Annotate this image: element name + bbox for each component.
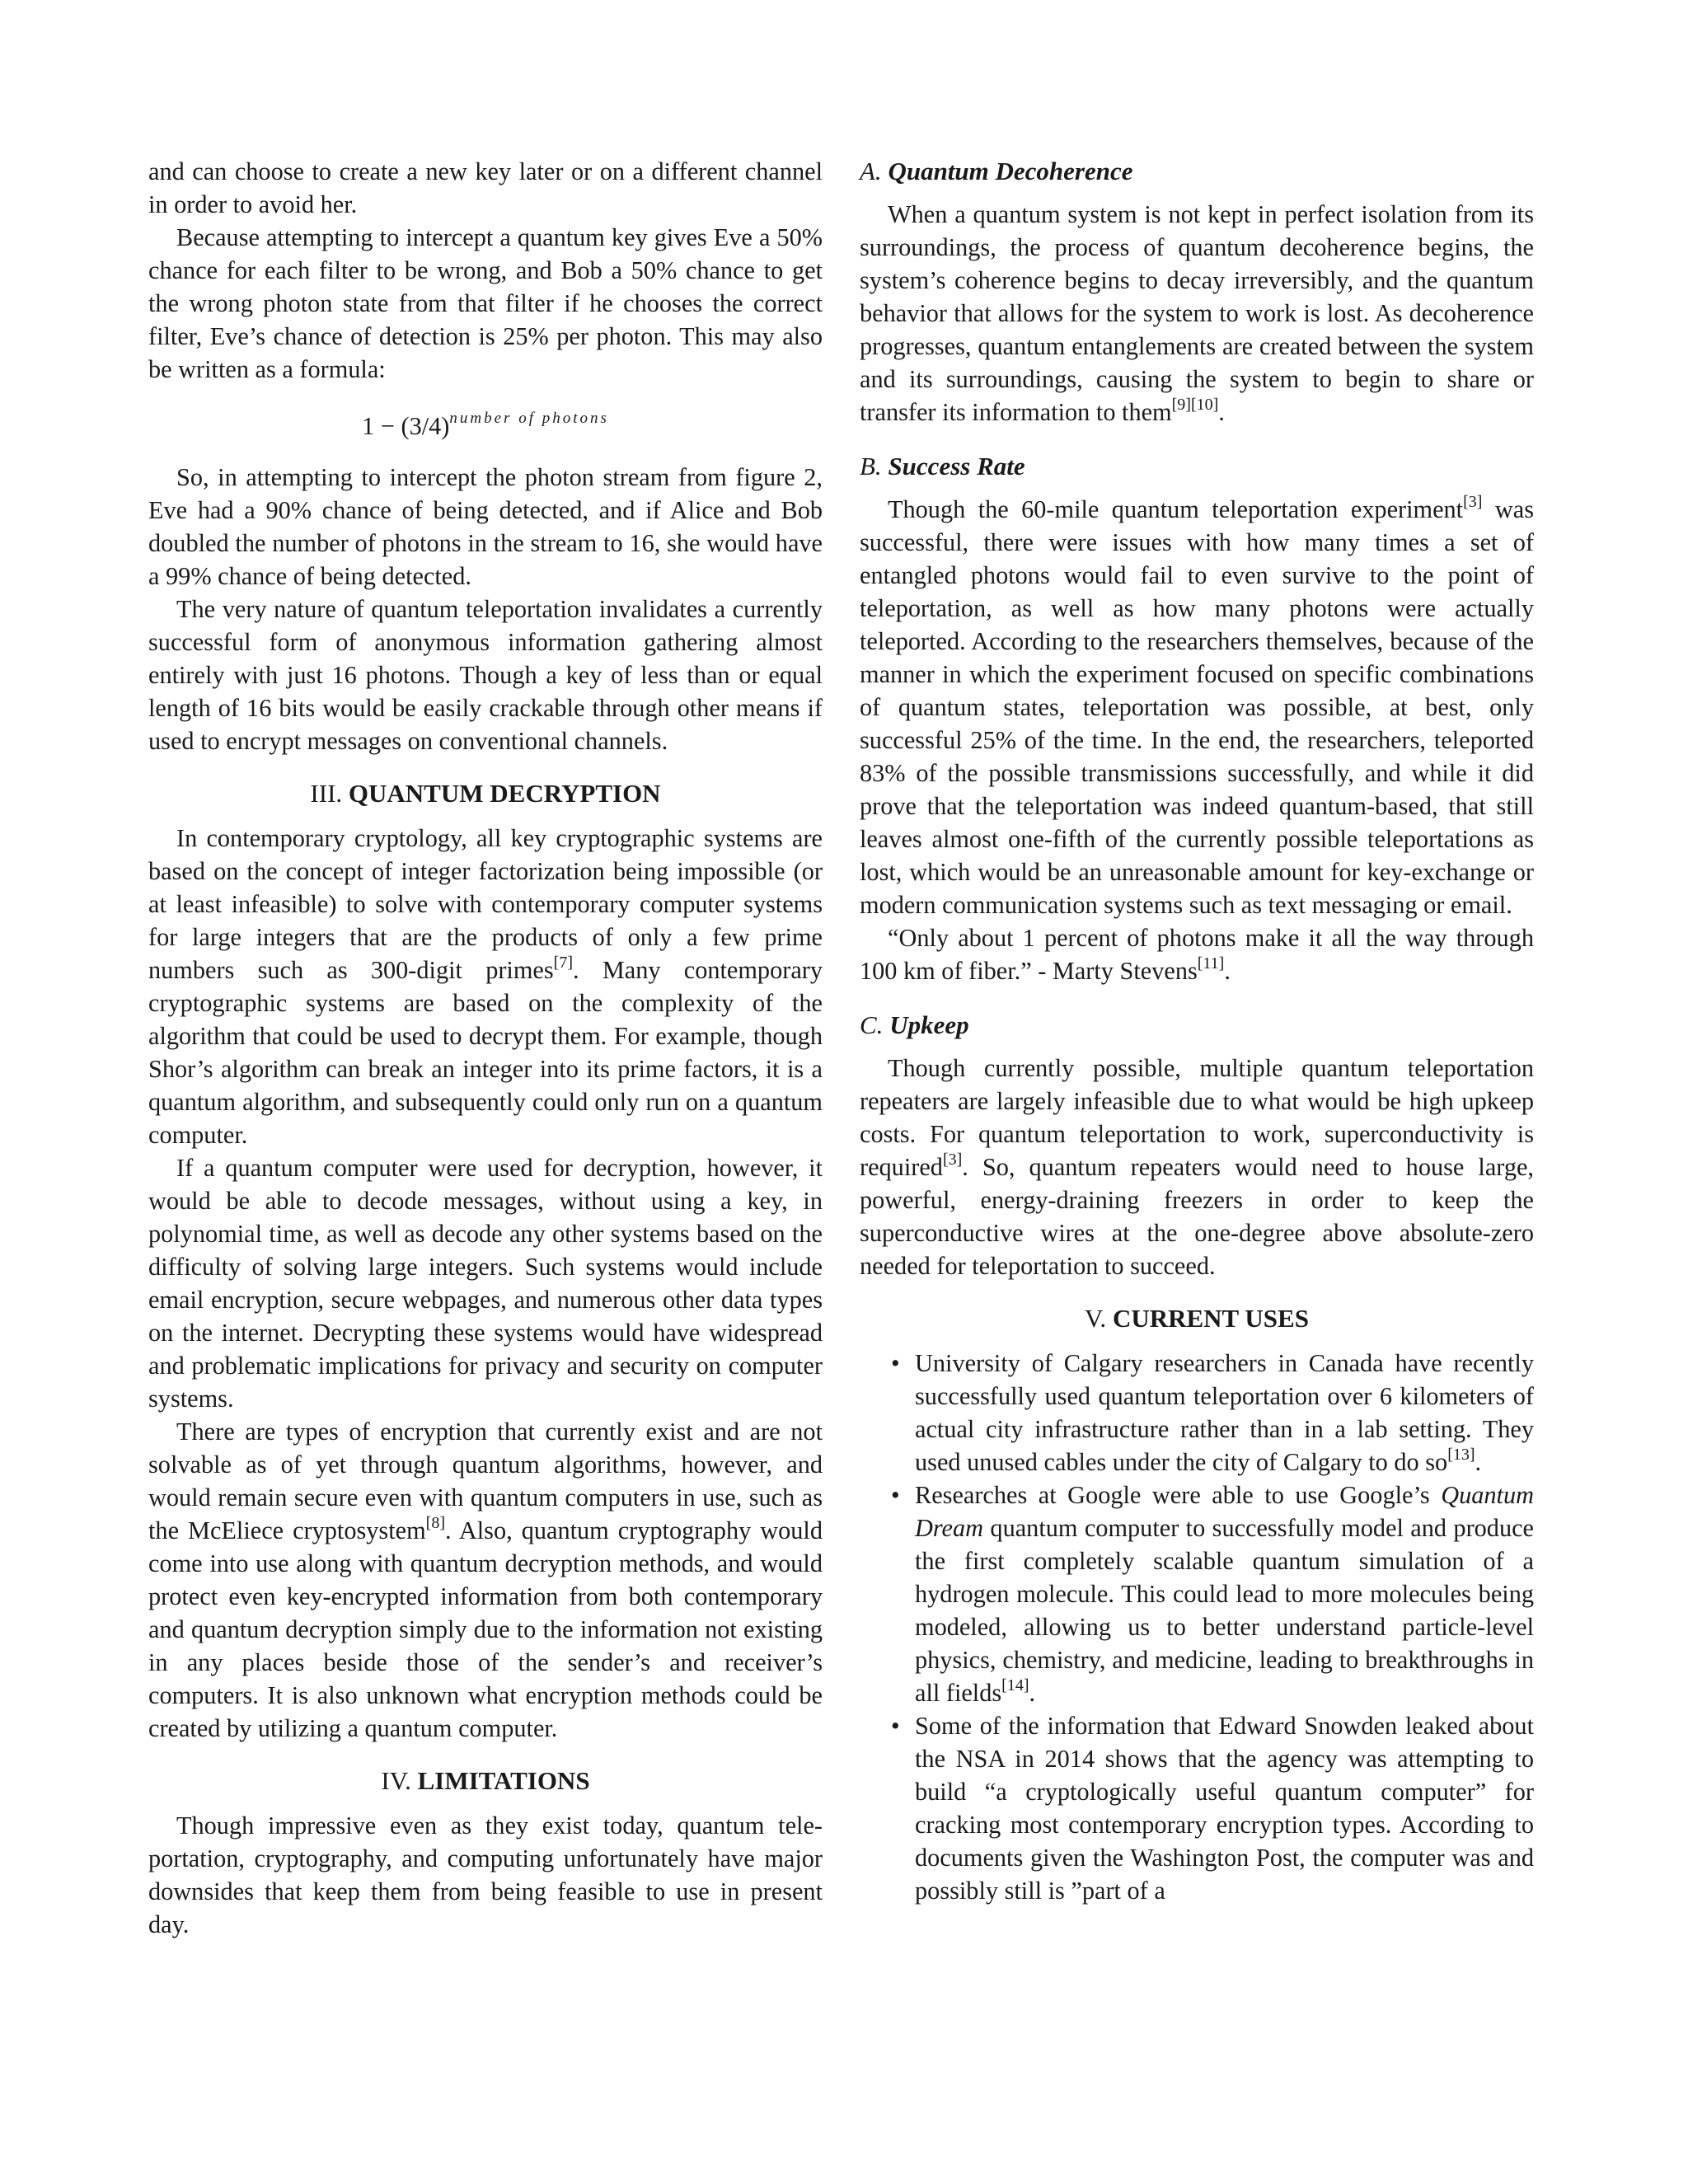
paragraph-success-rate: Though the 60-mile quantum teleportation experiment[3] was successful, there were issues with how many times a set of entangled photons would fail to even survive to the point of teleportation, as well as how many photons were actually teleported. According to the researchers themselves, because of the manner in which the experiment focused on specific combinations of quantum states, teleportation was possible, at best, only successful 25% of the time. In the end, the researchers, teleported 83% of the possible transmissions successfully, and while it did prove that the teleportation was indeed quantum-based, that still leaves almost one-fifth of the currently possible teleportations as lost, which would be an unreasonable amount for key-exchange or modern communication systems such as text messaging or email. bbox=[860, 493, 1534, 919]
paragraph-encryption-types: There are types of encryption that currently exist and are not solvable as of yet through quantum algorithms, however, and would remain secure even with quantum computers in use, such as the McEliece cryptosystem[8]. Also, quantum cryptography would come into use along with quantum decryption methods, and would protect even key-encrypted information from both contemporary and quantum decryption simply due to the information not existing in any places beside those of the sender’s and receiver’s computers. It is also unknown what encryption methods could be created by utilizing a quantum computer. bbox=[148, 1418, 823, 1742]
paragraph-decoherence: When a quantum system is not kept in perfect isolation from its surroundings, the process of quantum decoherence begins, the system’s coherence begins to decay irreversibly, and the quantum behavior that allows for the system to work is lost. As decoherence progresses, quantum entanglements are created between the system and its surroundings, causing the system to begin to share or transfer its information to them[9][10]. bbox=[860, 200, 1534, 426]
section-number: V. bbox=[1085, 1304, 1107, 1333]
subsection-letter: C. bbox=[860, 1010, 884, 1039]
formula-base: 1 − (3/4) bbox=[362, 412, 450, 440]
subsection-heading-upkeep bbox=[860, 1009, 1534, 1042]
list-item: • Researches at Google were able to use Google’s Quantum Dream quantum computer to successfully model and produce the first completely scalable quantum simulation of a hydrogen molecule. This could lead to more molecules being modeled, allowing us to better understand particle-level physics, chemistry, and medicine, leading to breakthroughs in all fields[14]. bbox=[860, 1479, 1534, 1709]
bullet-icon: • bbox=[891, 1481, 900, 1509]
section-title: LIMITATIONS bbox=[417, 1766, 590, 1795]
paragraph-quote: “Only about 1 percent of photons make it all the way through 100 km of fiber.” - Marty Stevens[11]. bbox=[860, 924, 1534, 985]
subsection-title: Success Rate bbox=[888, 452, 1025, 480]
current-uses-list bbox=[860, 1347, 1534, 1907]
citation: [7] bbox=[553, 954, 573, 972]
citation: [9][10] bbox=[1171, 396, 1219, 414]
subsection-heading-decoherence bbox=[860, 155, 1534, 188]
subsection-heading-success-rate bbox=[860, 450, 1534, 483]
list-item: • Some of the information that Edward Snowden leaked about the NSA in 2014 shows that the agency was attempting to build “a cryptologically useful quantum computer” for cracking most contemporary encryption types. According to documents given the Washington Post, the computer was and possibly still is ”part of a bbox=[860, 1709, 1534, 1907]
paragraph-intercept: So, in attempting to intercept the photon stream from figure 2, Eve had a 90% chance of being detected, and if Alice and Bob doubled the number of photons in the stream to 16, she would have a 99% chance of being detected. bbox=[148, 463, 823, 590]
bullet-icon: • bbox=[891, 1712, 900, 1740]
citation: [3] bbox=[942, 1151, 963, 1169]
paragraph-cryptology: In contemporary cryptology, all key cryptographic systems are based on the concept of integer factorization being impossible (or at least infeasible) to solve with contemporary computer systems for large integers that are the products of only a few prime numbers such as 300-digit primes[7]. Many contemporary cryptographic systems are based on the complexity of the algorithm that could be used to decrypt them. For example, though Shor’s algorithm can break an integer into its prime factors, it is a quantum algorithm, and subsequently could only run on a quantum computer. bbox=[148, 824, 823, 1149]
section-number: IV. bbox=[381, 1766, 411, 1795]
section-number: III. bbox=[310, 779, 343, 808]
section-heading-quantum-decryption bbox=[148, 777, 823, 810]
citation: [13] bbox=[1447, 1446, 1475, 1464]
section-heading-current-uses bbox=[860, 1302, 1534, 1335]
subsection-title: Quantum Decoherence bbox=[888, 157, 1133, 185]
section-title: CURRENT USES bbox=[1112, 1304, 1309, 1333]
paragraph-nature: The very nature of quantum teleportation invalidates a currently successful form of anonymous information gathering almost entirely with just 16 photons. Though a key of less than or equal length of 16 bits would be easily crackable through other means if used to encrypt messages on conventional channels. bbox=[148, 595, 823, 755]
subsection-letter: B. bbox=[860, 452, 882, 480]
detection-formula bbox=[148, 402, 823, 443]
bullet-icon: • bbox=[891, 1349, 900, 1377]
citation: [3] bbox=[1463, 493, 1483, 511]
emphasis-quantum-dream: Quantum Dream bbox=[915, 1481, 1534, 1542]
subsection-title: Upkeep bbox=[889, 1010, 969, 1039]
paragraph-decryption: If a quantum computer were used for decryption, however, it would be able to decode messages, without using a key, in polynomial time, as well as decode any other systems based on the difficulty of solving large integers. Such systems would include email encryption, secure webpages, and numerous other data types on the internet. Decrypting these systems would have widespread and problematic implications for privacy and security on computer systems. bbox=[148, 1154, 823, 1413]
citation: [8] bbox=[425, 1514, 445, 1532]
paragraph-upkeep: Though currently possible, multiple quantum teleportation repeaters are largely infeasible due to what would be high upkeep costs. For quantum teleportation to work, superconductivity is required[3]. So, quantum repeaters would need to house large, powerful, energy-draining freezers in order to keep the superconductive wires at the one-degree above absolute-zero needed for teleportation to succeed. bbox=[860, 1054, 1534, 1280]
list-item: • University of Calgary researchers in Canada have recently successfully used quantum teleportation over 6 kilometers of actual city infrastructure rather than in a lab setting. They used unused cables under the city of Calgary to do so[13]. bbox=[860, 1347, 1534, 1479]
citation: [14] bbox=[1001, 1676, 1029, 1694]
paragraph-continuation: and can choose to create a new key later or on a different channel in order to avoid her. bbox=[148, 157, 823, 218]
section-title: QUANTUM DECRYPTION bbox=[348, 779, 661, 808]
left-column bbox=[148, 155, 823, 1941]
paragraph-eve-detection: Because attempting to intercept a quantum key gives Eve a 50% chance for each filter to be wrong, and Bob a 50% chance to get the wrong photon state from that filter if he chooses the correct filter, Eve’s chance of detection is 25% per photon. This may also be written as a formula: bbox=[148, 223, 823, 383]
paragraph-limitations: Though impressive even as they exist today, quantum teleportation, cryptography, and computing unfortunately have major downsides that keep them from being feasible to use in present day. bbox=[148, 1811, 823, 1938]
right-column bbox=[860, 155, 1534, 1907]
subsection-letter: A. bbox=[860, 157, 882, 185]
section-heading-limitations bbox=[148, 1765, 823, 1797]
citation: [11] bbox=[1197, 954, 1225, 972]
formula-exponent: number of photons bbox=[449, 410, 609, 427]
